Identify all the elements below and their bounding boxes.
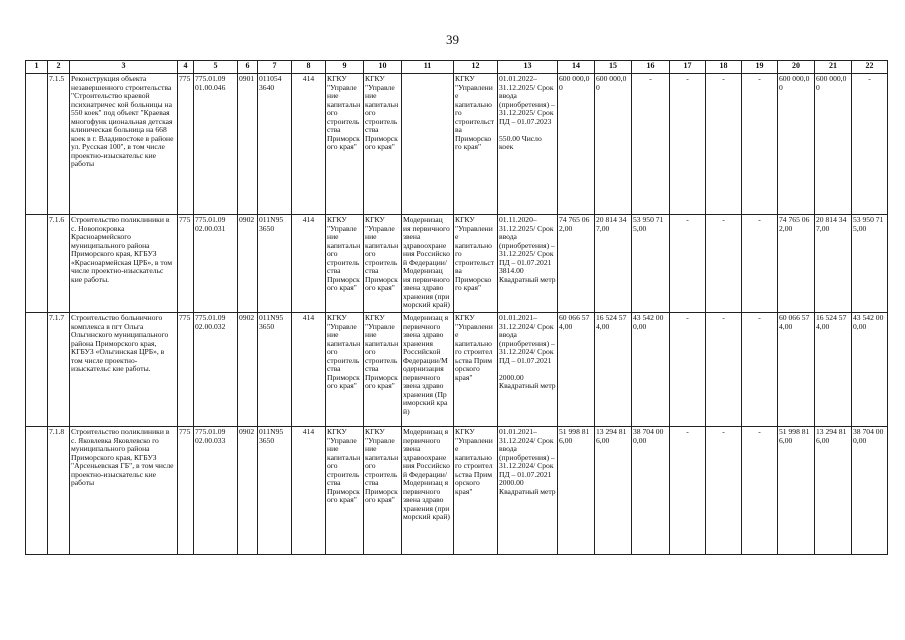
amount-cell: - [742, 313, 778, 427]
amount-cell: 13 294 81 6,00 [595, 427, 632, 555]
table-cell: 01.01.2021–31.12.2024/ Срок ввода (приобретения) – 31.12.2024/ Срок ПД – 01.07.2021 2000.00 Квадратный метр [498, 313, 558, 427]
table-cell: 01.01.2021–31.12.2024/ Срок ввода (приобретения) – 31.12.2024/ Срок ПД – 01.07.2021 2000.00 Квадратный метр [498, 427, 558, 555]
column-header: 10 [364, 61, 402, 74]
amount-cell: - [670, 427, 706, 555]
amount-cell: 60 066 57 4,00 [778, 313, 815, 427]
amount-cell: - [670, 74, 706, 215]
row-number: 7.1.5 [48, 74, 70, 215]
amount-cell: 600 000,0 0 [595, 74, 632, 215]
table-cell: 011054 3640 [258, 74, 292, 215]
column-header: 13 [498, 61, 558, 74]
table-cell: КГКУ "Управлени е капитально го строительст ва Приморско го края" [454, 74, 498, 215]
column-header: 17 [670, 61, 706, 74]
table-cell: 011N95 3650 [258, 427, 292, 555]
column-header: 15 [595, 61, 632, 74]
table-row [26, 313, 888, 427]
amount-cell: - [632, 74, 670, 215]
column-header: 4 [178, 61, 194, 74]
amount-cell: 74 765 06 2,00 [558, 215, 595, 313]
column-header: 22 [852, 61, 888, 74]
amount-cell: 38 704 00 0,00 [632, 427, 670, 555]
header-row [26, 61, 888, 74]
row-number: 7.1.8 [48, 427, 70, 555]
object-name: Строительство больничного комплекса в пгт Ольга Ольгинского муниципального района Приморского края, КГБУЗ «Ольгинская ЦРБ», в том числе проектно-изыскательс кие работы. [70, 313, 178, 427]
amount-cell: - [670, 313, 706, 427]
table-cell: 414 [292, 427, 326, 555]
row-number: 7.1.7 [48, 313, 70, 427]
column-header: 12 [454, 61, 498, 74]
amount-cell: 43 542 00 0,00 [852, 313, 888, 427]
table-cell: 775.01.09 02.00.032 [194, 313, 238, 427]
table-cell: 775.01.09 01.00.046 [194, 74, 238, 215]
table-cell [26, 74, 48, 215]
column-header: 1 [26, 61, 48, 74]
column-header: 16 [632, 61, 670, 74]
column-header: 8 [292, 61, 326, 74]
column-header: 14 [558, 61, 595, 74]
amount-cell: 16 524 57 4,00 [815, 313, 852, 427]
table-cell: 775 [178, 74, 194, 215]
amount-cell: - [706, 74, 742, 215]
amount-cell: - [706, 427, 742, 555]
column-header: 7 [258, 61, 292, 74]
column-header: 11 [402, 61, 454, 74]
table-cell: 0901 [238, 74, 258, 215]
table-cell: 775 [178, 215, 194, 313]
table-cell [402, 74, 454, 215]
amount-cell: 600 000,0 0 [778, 74, 815, 215]
amount-cell: 13 294 81 6,00 [815, 427, 852, 555]
table-cell: 0902 [238, 427, 258, 555]
column-header: 18 [706, 61, 742, 74]
table-cell [26, 427, 48, 555]
table-cell: 414 [292, 74, 326, 215]
amount-cell: 600 000,0 0 [558, 74, 595, 215]
amount-cell: 16 524 57 4,00 [595, 313, 632, 427]
table-row [26, 427, 888, 555]
table-cell: Модернизац ия первичного звена здравоохране ния Российско й Федерации/ Модернизац ия первичного звена здраво хранения (при морский край) [402, 215, 454, 313]
table-cell: КГКУ "Управле ние капитальн ого строитель ства Приморск ого края" [326, 313, 364, 427]
table-cell [26, 215, 48, 313]
amount-cell: 38 704 00 0,00 [852, 427, 888, 555]
amount-cell: 60 066 57 4,00 [558, 313, 595, 427]
amount-cell: 74 765 06 2,00 [778, 215, 815, 313]
table-cell: КГКУ "Управлени е капитально го строител ьства Прим орского края" [454, 313, 498, 427]
object-name: Строительство поликлиники в с. Яковлевка Яковлевско го муниципального района Приморского края, КГБУЗ "Арсеньевская ГБ", в том числе проектно-изыскательс кие работы [70, 427, 178, 555]
column-header: 21 [815, 61, 852, 74]
table-cell: 011N95 3650 [258, 215, 292, 313]
table-cell: 414 [292, 313, 326, 427]
amount-cell: - [670, 215, 706, 313]
table-row [26, 74, 888, 215]
table-cell: 775.01.09 02.00.031 [194, 215, 238, 313]
column-header: 20 [778, 61, 815, 74]
amount-cell: 43 542 00 0,00 [632, 313, 670, 427]
column-header: 6 [238, 61, 258, 74]
amount-cell: 53 950 71 5,00 [632, 215, 670, 313]
amount-cell: 53 950 71 5,00 [852, 215, 888, 313]
table-cell: КГКУ "Управлени е капитально го строител ьства Прим орского края" [454, 427, 498, 555]
page-number: 39 [446, 32, 459, 47]
table-cell: 01.11.2020–31.12.2025/ Срок ввода (приобретения) – 31.12.2025/ Срок ПД – 01.07.2021 3814.00 Квадратный метр [498, 215, 558, 313]
amount-cell: 20 814 34 7,00 [595, 215, 632, 313]
table-cell: 775.01.09 02.00.033 [194, 427, 238, 555]
table-cell: 414 [292, 215, 326, 313]
table-cell: Модернизац я первичного звена здраво хранения Российской Федерации/М одернизация первичного звена здраво хранения (Пр иморский кра й) [402, 313, 454, 427]
table-cell [26, 313, 48, 427]
column-header: 2 [48, 61, 70, 74]
column-header: 19 [742, 61, 778, 74]
budget-table [25, 60, 888, 555]
amount-cell: - [742, 427, 778, 555]
table-cell: КГКУ "Управле ние капитальн ого строитель ства Приморск ого края" [326, 427, 364, 555]
amount-cell: 51 998 81 6,00 [778, 427, 815, 555]
column-header: 5 [194, 61, 238, 74]
table-cell: КГКУ "Управле ние капитальн ого строитель ства Приморск ого края" [364, 313, 402, 427]
object-name: Реконструкция объекта незавершенного строительства "Строительство краевой психиатричес кой больницы на 550 коек" под объект "Краевая многофунк циональная детская клиническая больница на 668 коек в г. Владивостоке в районе ул. Русская 100", в том числе проектно-изыскательс кие работы [70, 74, 178, 215]
table-cell: КГКУ "Управле ние капитальн ого строитель ства Приморск ого края" [326, 74, 364, 215]
amount-cell: 600 000,0 0 [815, 74, 852, 215]
table-cell: Модернизац я первичного звена здравоохране ния Российско й Федерации/ Модернизац я первичного звена здраво хранения (при морский край) [402, 427, 454, 555]
amount-cell: - [706, 215, 742, 313]
table-cell: 0902 [238, 215, 258, 313]
amount-cell: - [852, 74, 888, 215]
table-cell: 01.01.2022–31.12.2025/ Срок ввода (приобретения) – 31.12.2025/ Срок ПД – 01.07.2023 550.00 Число коек [498, 74, 558, 215]
column-header: 9 [326, 61, 364, 74]
table-cell: КГКУ "Управле ние капитальн ого строитель ства Приморск ого края" [364, 215, 402, 313]
table-row [26, 215, 888, 313]
row-number: 7.1.6 [48, 215, 70, 313]
table-cell: 0902 [238, 313, 258, 427]
table-cell: 011N95 3650 [258, 313, 292, 427]
table-cell: 775 [178, 313, 194, 427]
amount-cell: 51 998 81 6,00 [558, 427, 595, 555]
amount-cell: - [742, 215, 778, 313]
table-cell: КГКУ "Управлени е капитально го строительст ва Приморско го края" [454, 215, 498, 313]
table-cell: КГКУ "Управле ние капитальн ого строитель ства Приморск ого края" [326, 215, 364, 313]
amount-cell: 20 814 34 7,00 [815, 215, 852, 313]
table-cell: 775 [178, 427, 194, 555]
table-cell: КГКУ "Управле ние капитальн ого строитель ства Приморск ого края" [364, 427, 402, 555]
amount-cell: - [742, 74, 778, 215]
table-cell: КГКУ "Управле ние капитальн ого строитель ства Приморск ого края" [364, 74, 402, 215]
amount-cell: - [706, 313, 742, 427]
column-header: 3 [70, 61, 178, 74]
object-name: Строительство поликлиники в с. Новопокровка Красноармейского муниципального района Приморского края, КГБУЗ «Красноармейская ЦРБ», в том числе проектно-изыскательс кие работы. [70, 215, 178, 313]
